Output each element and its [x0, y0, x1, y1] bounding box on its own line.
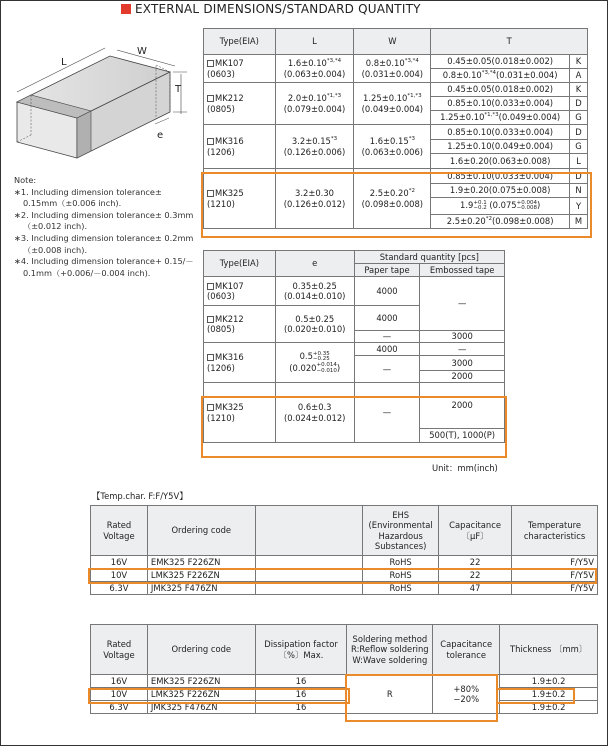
note-item: ∗2. Including dimension tolerance± 0.3mm（±0.012 inch). — [14, 209, 194, 232]
temp-char-label: 【Temp.char. F:F/Y5V】 — [92, 491, 188, 501]
note-item: ∗3. Including dimension tolerance± 0.2mm（±0.008 inch). — [14, 232, 194, 255]
checkbox-icon — [207, 354, 214, 361]
col-header-tolerance: Capacitance tolerance — [433, 625, 500, 675]
type-cell: MK212 (0805) — [204, 83, 276, 125]
embossed-cell: 2000 — [420, 383, 505, 429]
paper-cell: — — [354, 331, 420, 343]
embossed-cell: 3000 — [420, 331, 505, 343]
notes-heading: Note: — [14, 175, 37, 185]
col-header-e: e — [275, 251, 354, 277]
col-header-type: Type(EIA) — [204, 251, 276, 277]
quantity-table — [203, 250, 505, 443]
checkbox-icon — [207, 404, 214, 411]
t-cell: 0.45±0.05(0.018±0.002) — [431, 83, 570, 97]
w-cell: $2.5\pm 0.20^{*2}$ (0.098±0.008) — [354, 169, 431, 229]
checkbox-icon — [207, 95, 214, 102]
col-header-blank — [255, 506, 363, 556]
t-code: L — [570, 154, 588, 169]
t-cell: 1.6±0.20(0.063±0.008) — [431, 154, 570, 169]
t-cell: 0.85±0.10(0.033±0.004) — [431, 125, 570, 140]
paper-cell: — — [354, 383, 420, 443]
embossed-cell: 2000 — [420, 371, 505, 383]
col-header-dissipation: Dissipation factor 〔%〕Max. — [255, 625, 347, 675]
col-header-thickness: Thickness 〔mm〕 — [500, 625, 598, 675]
t-code: D — [570, 97, 588, 111]
t-cell: 0.45±0.05(0.018±0.002) — [431, 55, 570, 69]
embossed-cell: 3000 — [420, 356, 505, 371]
w-cell: $1.25\pm 0.10^{*1,*3}$ (0.049±0.004) — [354, 83, 431, 125]
type-cell: MK325 (1210) — [204, 383, 276, 443]
table-row: 10V LMK325 F226ZN 16 1.9±0.2 — [91, 688, 598, 701]
col-header-rated-voltage: Rated Voltage — [91, 506, 148, 556]
l-cell: $1.6\pm 0.10^{*3,*4}$ (0.063±0.004) — [275, 55, 354, 83]
embossed-cell: — — [420, 343, 505, 356]
e-cell: 0.5 +0.35 −0.25 (0.020 +0.014 −0.010 ) — [275, 343, 354, 383]
ordering-table — [90, 505, 598, 595]
checkbox-icon — [207, 190, 214, 197]
label-t: T — [175, 84, 182, 95]
table-row: 6.3V JMK325 F476ZN 16 1.9±0.2 — [91, 701, 598, 714]
l-cell: 3.2±0.30 (0.126±0.012) — [275, 169, 354, 229]
note-item: ∗4. Including dimension tolerance+ 0.15/－0.1mm（+0.006/－0.004 inch). — [14, 256, 194, 278]
col-header-w: W — [354, 29, 431, 55]
e-cell: 0.6±0.3 (0.024±0.012) — [275, 383, 354, 443]
checkbox-icon — [207, 60, 214, 67]
l-cell: $3.2\pm 0.15^{*3}$ (0.126±0.006) — [275, 125, 354, 169]
type-cell: MK107 (0603) — [204, 277, 276, 306]
col-header-type: Type(EIA) — [204, 29, 276, 55]
paper-cell: 4000 — [354, 343, 420, 356]
embossed-cell: 500(T), 1000(P) — [420, 429, 505, 443]
soldering-cell: R — [347, 675, 433, 714]
table-row: 6.3V JMK325 F476ZN RoHS 47 F/Y5V — [91, 582, 598, 595]
col-header-ehs: EHS (Environmental Hazardous Substances) — [363, 506, 439, 556]
t-code: G — [570, 111, 588, 125]
t-code: G — [570, 140, 588, 154]
w-cell: $0.8\pm 0.10^{*3,*4}$ (0.031±0.004) — [354, 55, 431, 83]
note-item: ∗1. Including dimension tolerance± 0.15mm（±0.006 inch). — [14, 186, 162, 209]
t-cell: $1.25\pm 0.10^{*1,*3}(0.049\pm 0.004)$ — [431, 111, 570, 125]
col-header-capacitance: Capacitance 〔μF〕 — [439, 506, 512, 556]
spec-table — [90, 624, 598, 714]
type-cell: MK316 (1206) — [204, 343, 276, 383]
col-header-t: T — [431, 29, 588, 55]
tolerance-cell: +80% −20% — [433, 675, 500, 714]
t-code: D — [570, 125, 588, 140]
type-cell: MK316 (1206) — [204, 125, 276, 169]
embossed-cell: — — [420, 277, 505, 331]
e-cell: 0.35±0.25 (0.014±0.010) — [275, 277, 354, 306]
t-cell: 0.85±0.10(0.033±0.004) — [431, 97, 570, 111]
e-cell: 0.5±0.25 (0.020±0.010) — [275, 306, 354, 343]
col-header-embossed-tape: Embossed tape — [420, 264, 505, 277]
title-marker-icon — [121, 4, 131, 14]
col-header-soldering: Soldering method R:Reflow soldering W:Wave soldering — [347, 625, 433, 675]
section-title: EXTERNAL DIMENSIONS/STANDARD QUANTITY — [121, 2, 421, 16]
label-w: W — [137, 46, 147, 57]
t-code: Y — [570, 198, 588, 215]
t-cell: 1.9±0.20(0.075±0.008) — [431, 184, 570, 198]
checkbox-icon — [207, 283, 214, 290]
col-header-l: L — [275, 29, 354, 55]
type-cell: MK325 (1210) — [204, 169, 276, 229]
t-cell: $2.5\pm 0.20^{*2}(0.098\pm 0.008)$ — [431, 215, 570, 229]
table-row: 10V LMK325 F226ZN RoHS 22 F/Y5V — [91, 569, 598, 582]
t-code: A — [570, 69, 588, 83]
dimensions-table — [203, 28, 588, 229]
type-cell: MK107 (0603) — [204, 55, 276, 83]
t-cell: 1.25±0.10(0.049±0.004) — [431, 140, 570, 154]
t-code: K — [570, 83, 588, 97]
paper-cell: 4000 — [354, 277, 420, 306]
t-code: D — [570, 169, 588, 184]
label-e: e — [157, 130, 164, 141]
t-code: M — [570, 215, 588, 229]
col-header-ordering-code: Ordering code — [147, 506, 255, 556]
chip-dimension-diagram — [5, 40, 195, 165]
t-code: N — [570, 184, 588, 198]
l-cell: $2.0\pm 0.10^{*1,*3}$ (0.079±0.004) — [275, 83, 354, 125]
table-row: 16V EMK325 F226ZN 16 R +80% −20% 1.9±0.2 — [91, 675, 598, 688]
paper-cell: 4000 — [354, 306, 420, 331]
w-cell: $1.6\pm 0.15^{*3}$ (0.063±0.006) — [354, 125, 431, 169]
type-cell: MK212 (0805) — [204, 306, 276, 343]
t-cell: 1.9 +0.1 −0.2 (0.075 +0.004 −0.008 ) — [431, 198, 570, 215]
t-cell: $0.8\pm 0.10^{*3,*4}(0.031\pm 0.004)$ — [431, 69, 570, 83]
t-code: K — [570, 55, 588, 69]
unit-note: Unit：mm(inch) — [432, 463, 498, 473]
col-header-ordering-code: Ordering code — [147, 625, 255, 675]
col-header-temperature: Temperature characteristics — [512, 506, 598, 556]
paper-cell: — — [354, 356, 420, 383]
label-l: L — [61, 57, 67, 68]
col-header-standard-quantity: Standard quantity [pcs] — [354, 251, 504, 264]
table-row: 16V EMK325 F226ZN RoHS 22 F/Y5V — [91, 556, 598, 569]
col-header-rated-voltage: Rated Voltage — [91, 625, 148, 675]
col-header-paper-tape: Paper tape — [354, 264, 420, 277]
checkbox-icon — [207, 316, 214, 323]
t-cell: 0.85±0.10(0.033±0.004) — [431, 169, 570, 184]
notes — [14, 175, 194, 279]
checkbox-icon — [207, 138, 214, 145]
